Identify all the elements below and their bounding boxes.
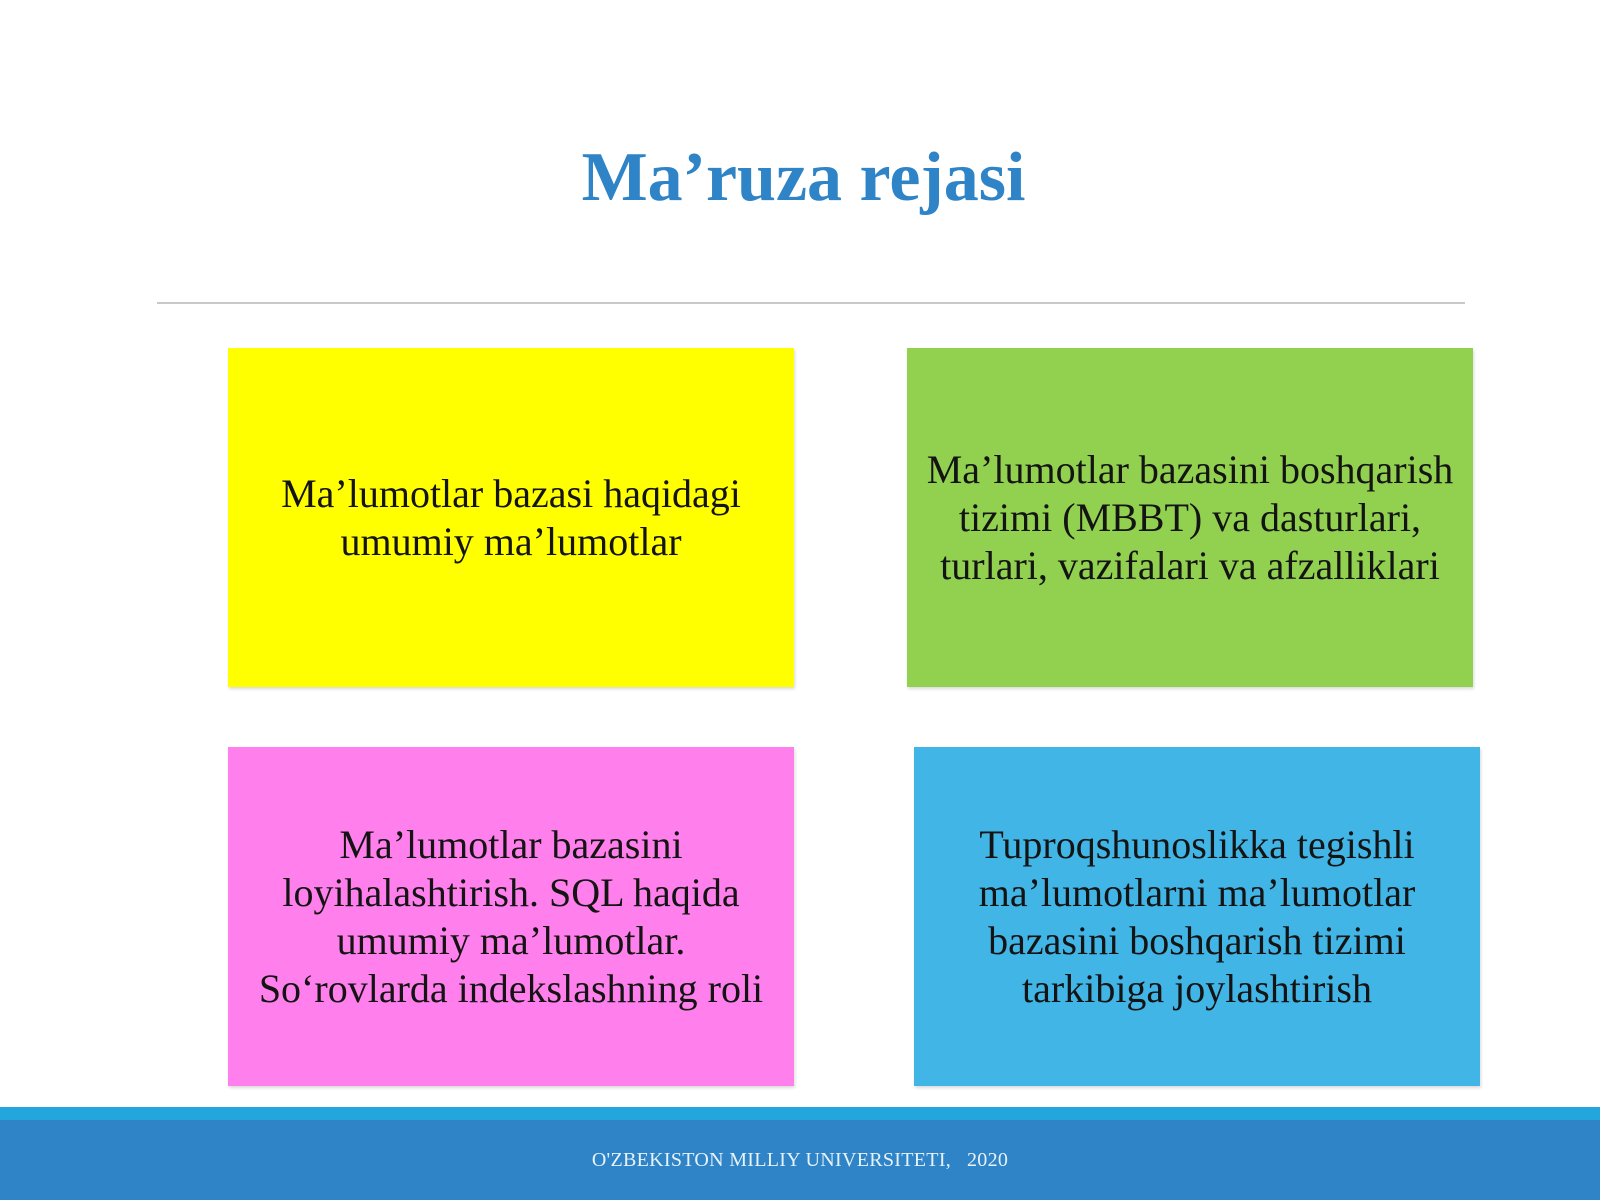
title-divider — [157, 302, 1465, 304]
topic-card-2-text: Ma’lumotlar bazasini boshqarish tizimi (MBBT) va dasturlari, turlari, vazifalari va afzalliklari — [926, 446, 1454, 588]
footer-text: O'ZBEKISTON MILLIY UNIVERSITETI, 2020 — [591, 1148, 1009, 1171]
topic-card-1 — [228, 348, 794, 687]
topic-card-3 — [228, 747, 794, 1086]
topic-card-4 — [914, 747, 1480, 1086]
slide-title: Ma’ruza rejasi — [581, 139, 1026, 216]
footer-bar — [0, 1120, 1600, 1200]
topic-card-2 — [907, 348, 1473, 687]
topic-card-3-text: Ma’lumotlar bazasini loyihalashtirish. SQL haqida umumiy ma’lumotlar. So‘rovlarda indekslashning roli — [258, 821, 764, 1011]
topic-card-4-text: Tuproqshunoslikka tegishli ma’lumotlarni ma’lumotlar bazasini boshqarish tizimi tarkibiga joylashtirish — [978, 821, 1416, 1011]
footer-accent-stripe — [0, 1107, 1600, 1120]
topic-card-1-text: Ma’lumotlar bazasi haqidagi umumiy ma’lumotlar — [281, 470, 741, 564]
